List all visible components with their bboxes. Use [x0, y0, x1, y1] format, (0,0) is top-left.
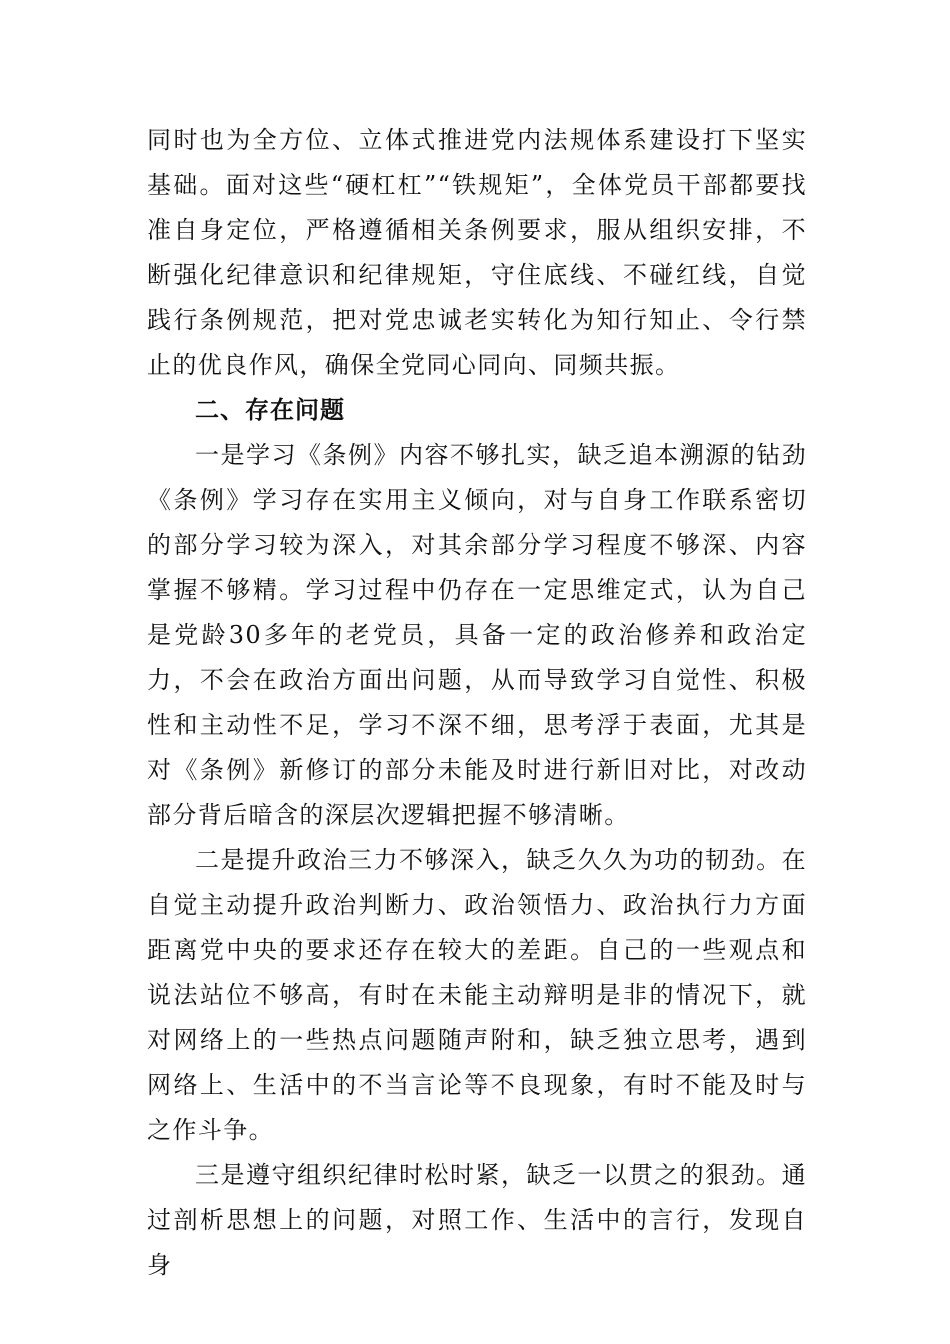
section-heading-problems: 二、存在问题 — [195, 396, 345, 424]
paragraph-intro-continuation: 同时也为全方位、立体式推进党内法规体系建设打下坚实基础。面对这些“硬杠杠”“铁规矩”，全体党员干部都要找准自身定位，严格遵循相关条例要求，服从组织安排，不断强化纪律意识和纪律规矩，守住底线、不碰红线，自觉践行条例规范，把对党忠诚老实转化为知行知止、令行禁止的优良作风，确保全党同心同向、同频共振。 — [147, 126, 807, 379]
document-body — [147, 118, 807, 1288]
paragraph-problem-two: 二是提升政治三力不够深入，缺乏久久为功的韧劲。在自觉主动提升政治判断力、政治领悟力、政治执行力方面距离党中央的要求还存在较大的差距。自己的一些观点和说法站位不够高，有时在未能主动辩明是非的情况下，就对网络上的一些热点问题随声附和，缺乏独立思考，遇到网络上、生活中的不当言论等不良现象，有时不能及时与之作斗争。 — [147, 846, 807, 1144]
paragraph-problem-three: 三是遵守组织纪律时松时紧，缺乏一以贯之的狠劲。通过剖析思想上的问题，对照工作、生活中的言行，发现自身 — [147, 1161, 807, 1279]
paragraph-problem-one: 一是学习《条例》内容不够扎实，缺乏追本溯源的钻劲《条例》学习存在实用主义倾向，对与自身工作联系密切的部分学习较为深入，对其余部分学习程度不够深、内容掌握不够精。学习过程中仍存在一定思维定式，认为自己是党龄30多年的老党员，具备一定的政治修养和政治定力，不会在政治方面出问题，从而导致学习自觉性、积极性和主动性不足，学习不深不细，思考浮于表面，尤其是对《条例》新修订的部分未能及时进行新旧对比，对改动部分背后暗含的深层次逻辑把握不够清晰。 — [147, 441, 807, 829]
